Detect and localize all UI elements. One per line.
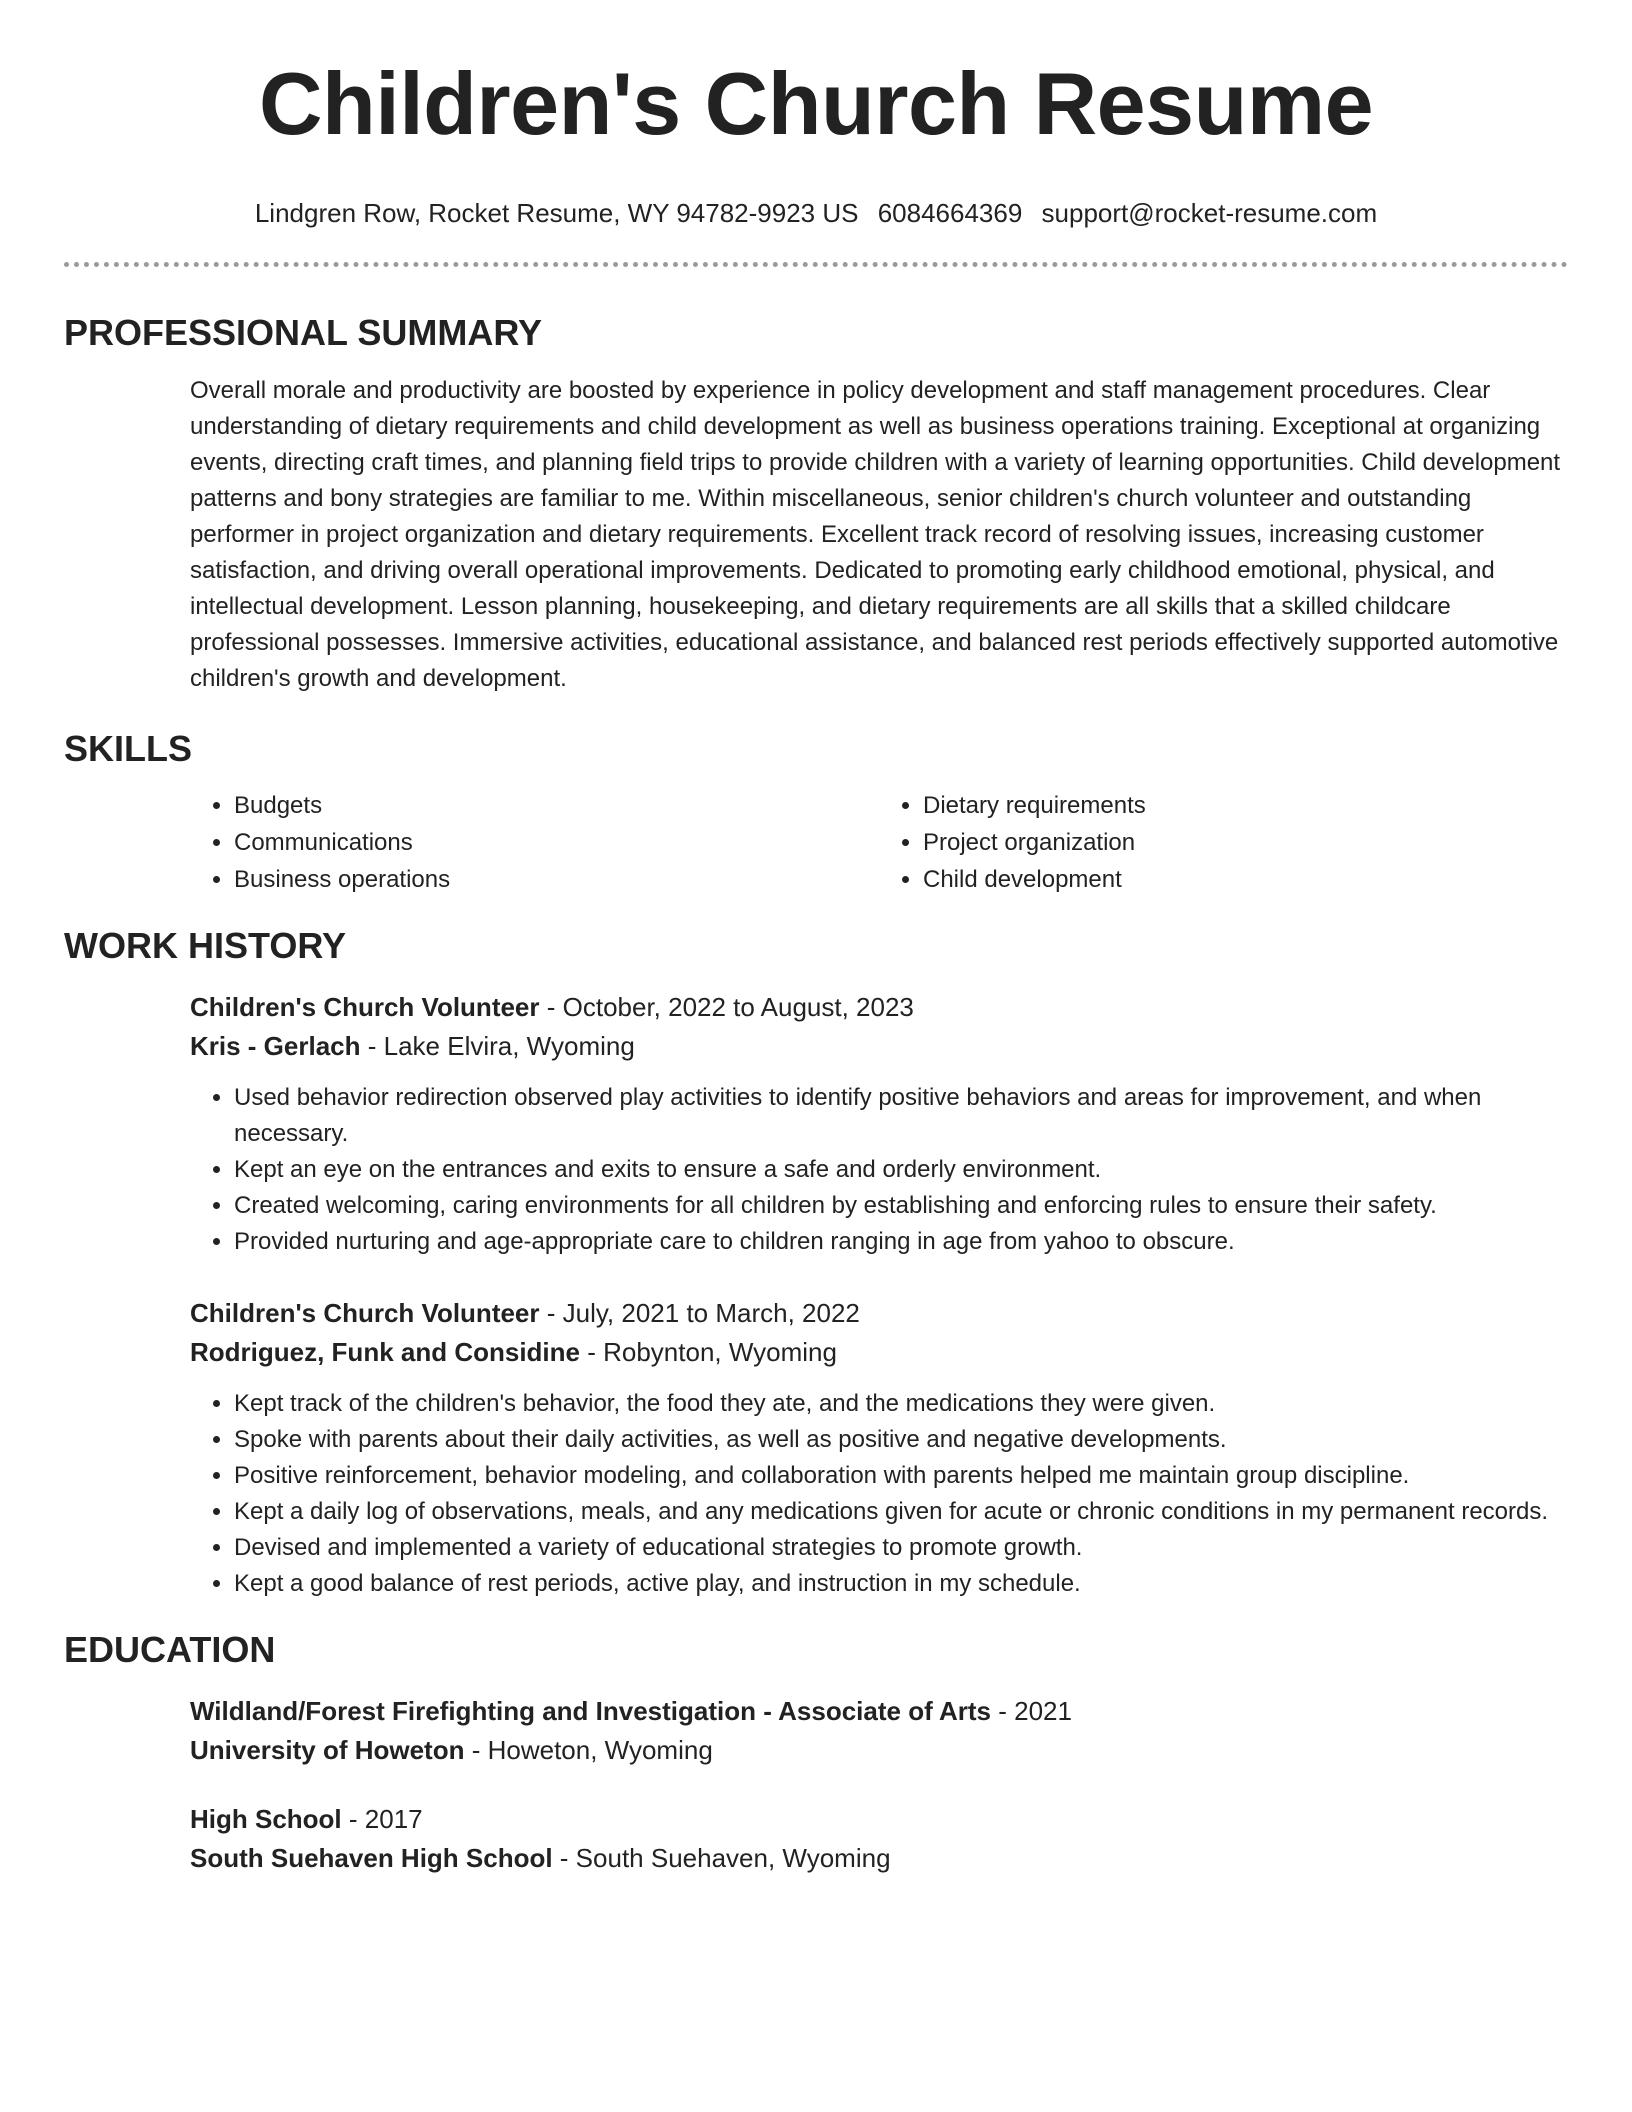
contact-phone: 6084664369 — [877, 198, 1023, 228]
education-school-line — [190, 1731, 1568, 1770]
job-location: - Lake Elvira, Wyoming — [360, 1031, 635, 1061]
skill-item: • Business operations — [234, 861, 879, 898]
education-degree-line — [190, 1692, 1568, 1731]
education-entry — [190, 1800, 1568, 1878]
skills-heading: SKILLS — [64, 728, 193, 769]
skills-section — [64, 727, 1568, 898]
education-school: South Suehaven High School — [190, 1843, 553, 1873]
job-duty: • Created welcoming, caring environments for all children by establishing and enforcing rules to ensure their safety. — [234, 1188, 1568, 1224]
job-entry — [190, 1294, 1568, 1602]
job-duties — [190, 1080, 1568, 1260]
summary-text: Overall morale and productivity are boosted by experience in policy development and staff management procedures. Clear understanding of dietary requirements and child development as well as business operations training. Exceptional at organizing events, directing craft times, and planning field trips to provide children with a variety of learning opportunities. Child development patterns and bony strategies are familiar to me. Within miscellaneous, senior children's church volunteer and outstanding performer in project organization and dietary requirements. Excellent track record of resolving issues, increasing customer satisfaction, and driving overall operational improvements. Dedicated to promoting early childhood emotional, physical, and intellectual development. Lesson planning, housekeeping, and dietary requirements are all skills that a skilled childcare professional possesses. Immersive activities, educational assistance, and balanced rest periods effectively supported automotive children's growth and development. — [190, 377, 1561, 692]
job-employer-line — [190, 1333, 1568, 1372]
job-duty: • Positive reinforcement, behavior modeling, and collaboration with parents helped me maintain group discipline. — [234, 1458, 1568, 1494]
work-history-heading: WORK HISTORY — [64, 925, 347, 966]
contact-line — [64, 196, 1568, 230]
job-duty: • Devised and implemented a variety of educational strategies to promote growth. — [234, 1530, 1568, 1566]
education-entry — [190, 1692, 1568, 1770]
education-school-line — [190, 1839, 1568, 1878]
job-employer-line — [190, 1027, 1568, 1066]
education-location: - South Suehaven, Wyoming — [552, 1843, 891, 1873]
skill-item: • Budgets — [234, 787, 879, 824]
education-degree: High School — [190, 1804, 342, 1834]
education-heading: EDUCATION — [64, 1629, 276, 1670]
job-duty: • Kept track of the children's behavior, the food they ate, and the medications they were given. — [234, 1386, 1568, 1422]
skill-item: • Dietary requirements — [923, 787, 1568, 824]
header-divider — [64, 262, 1568, 267]
job-duty: • Kept a good balance of rest periods, active play, and instruction in my schedule. — [234, 1566, 1568, 1602]
summary-heading: PROFESSIONAL SUMMARY — [64, 312, 543, 353]
education-location: - Howeton, Wyoming — [464, 1735, 713, 1765]
contact-address: Lindgren Row, Rocket Resume, WY 94782-9923 US — [254, 198, 859, 228]
job-entry — [190, 988, 1568, 1260]
skill-item: • Communications — [234, 824, 879, 861]
job-location: - Robynton, Wyoming — [580, 1337, 837, 1367]
education-degree-line — [190, 1800, 1568, 1839]
job-dates: - July, 2021 to March, 2022 — [539, 1298, 860, 1328]
job-title-line — [190, 1294, 1568, 1333]
job-title: Children's Church Volunteer — [190, 992, 540, 1022]
job-title: Children's Church Volunteer — [190, 1298, 540, 1328]
work-history-section — [64, 924, 1568, 1602]
skills-column-right — [879, 787, 1568, 898]
job-duty: • Used behavior redirection observed play activities to identify positive behaviors and areas for improvement, and when necessary. — [234, 1080, 1568, 1152]
education-section — [64, 1628, 1568, 1878]
job-employer: Kris - Gerlach — [190, 1031, 361, 1061]
job-duty: • Kept a daily log of observations, meals, and any medications given for acute or chronic conditions in my permanent records. — [234, 1494, 1568, 1530]
education-degree: Wildland/Forest Firefighting and Investigation - Associate of Arts — [190, 1696, 992, 1726]
education-year: - 2017 — [341, 1804, 423, 1834]
education-school: University of Howeton — [190, 1735, 465, 1765]
skill-item: • Project organization — [923, 824, 1568, 861]
job-duty: • Provided nurturing and age-appropriate care to children ranging in age from yahoo to obscure. — [234, 1224, 1568, 1260]
skills-grid — [190, 787, 1568, 898]
job-duties — [190, 1386, 1568, 1602]
job-duty: • Spoke with parents about their daily activities, as well as positive and negative developments. — [234, 1422, 1568, 1458]
skill-item: • Child development — [923, 861, 1568, 898]
resume-title: Children's Church Resume — [258, 54, 1374, 153]
summary-section — [64, 311, 1568, 697]
skills-column-left — [190, 787, 879, 898]
job-employer: Rodriguez, Funk and Considine — [190, 1337, 580, 1367]
contact-email: support@rocket-resume.com — [1041, 198, 1378, 228]
job-title-line — [190, 988, 1568, 1027]
job-duty: • Kept an eye on the entrances and exits to ensure a safe and orderly environment. — [234, 1152, 1568, 1188]
education-year: - 2021 — [991, 1696, 1072, 1726]
job-dates: - October, 2022 to August, 2023 — [539, 992, 914, 1022]
